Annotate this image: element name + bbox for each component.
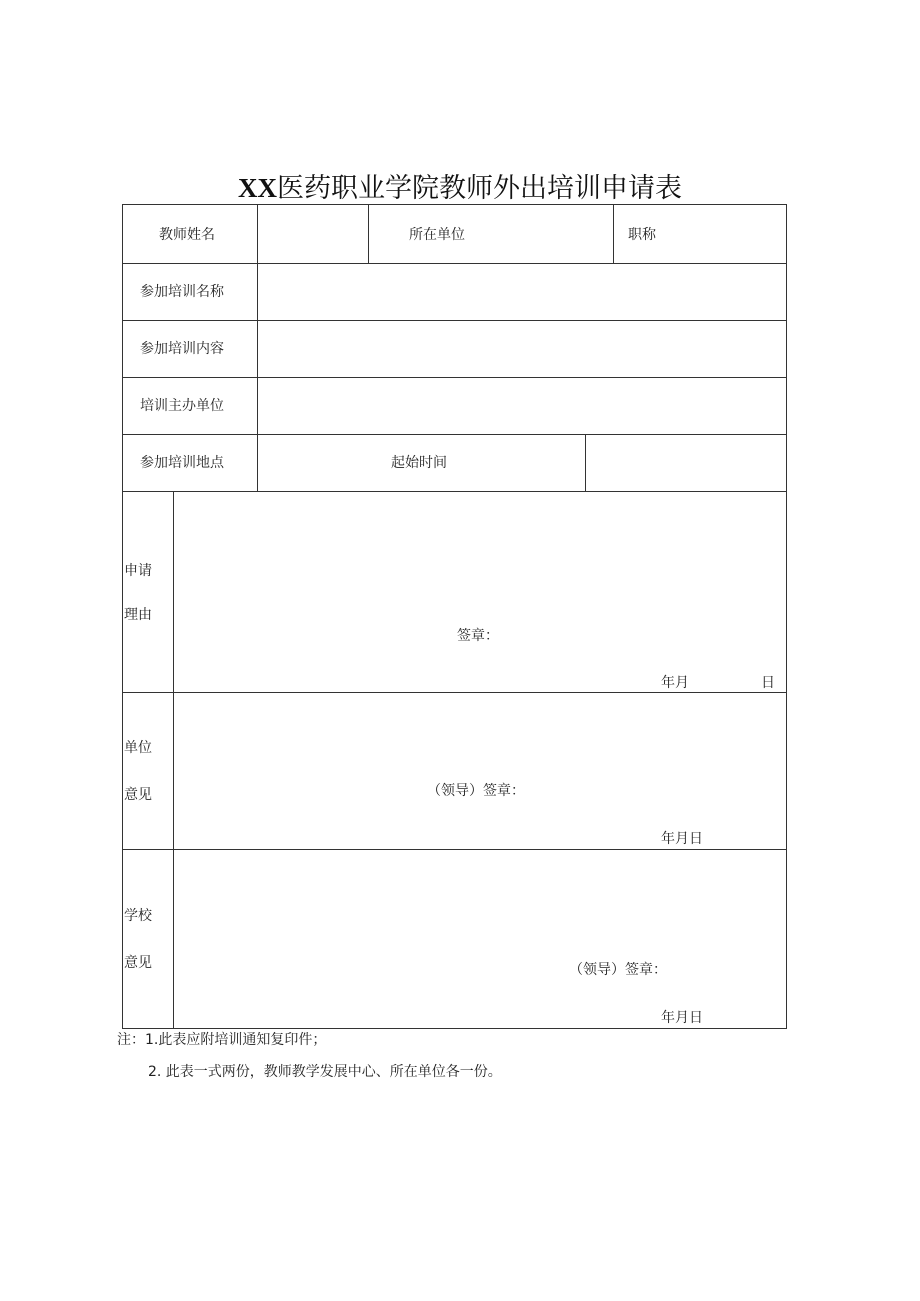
row-divider: [122, 434, 787, 435]
department-label: 所在单位: [409, 227, 465, 243]
location-label: 参加培训地点: [140, 455, 224, 471]
reason-date-ym: 年月: [661, 675, 689, 691]
school-date: 年月日: [661, 1010, 703, 1026]
unit-leader-signature-label: （领导）签章：: [427, 783, 525, 799]
title-prefix: XX: [238, 173, 277, 203]
reason-label-line2: 理由: [124, 607, 152, 623]
teacher-name-label: 教师姓名: [159, 227, 215, 243]
row-divider: [122, 377, 787, 378]
reason-label-line1: 申请: [124, 563, 152, 579]
column-divider: [585, 434, 586, 492]
start-time-label: 起始时间: [391, 455, 447, 471]
unit-opinion-label-line1: 单位: [124, 740, 152, 756]
reason-date-day: 日: [761, 675, 775, 691]
table-border-top: [122, 204, 787, 205]
note-line-2: 2. 此表一式两份，教师教学发展中心、所在单位各一份。: [148, 1064, 502, 1080]
reason-signature-label: 签章：: [457, 628, 499, 644]
table-border-bottom: [122, 1028, 787, 1029]
table-border-right: [786, 204, 787, 1029]
school-leader-signature-label: （领导）签章：: [569, 962, 667, 978]
row-divider: [122, 491, 787, 492]
school-opinion-label-line1: 学校: [124, 908, 152, 924]
row-divider: [122, 263, 787, 264]
row-divider: [122, 692, 787, 693]
unit-date: 年月日: [661, 831, 703, 847]
page-title: [0, 166, 920, 205]
row-divider: [122, 320, 787, 321]
job-title-label: 职称: [628, 227, 656, 243]
column-divider: [613, 204, 614, 264]
column-divider: [173, 491, 174, 1029]
training-content-label: 参加培训内容: [140, 341, 224, 357]
training-name-label: 参加培训名称: [140, 284, 224, 300]
row-divider: [122, 849, 787, 850]
column-divider: [257, 204, 258, 492]
organizer-label: 培训主办单位: [140, 398, 224, 414]
column-divider: [368, 204, 369, 264]
unit-opinion-label-line2: 意见: [124, 787, 152, 803]
table-border-left: [122, 204, 123, 1029]
title-text: 医药职业学院教师外出培训申请表: [277, 173, 682, 204]
school-opinion-label-line2: 意见: [124, 955, 152, 971]
note-line-1: 注：1.此表应附培训通知复印件；: [117, 1032, 327, 1048]
